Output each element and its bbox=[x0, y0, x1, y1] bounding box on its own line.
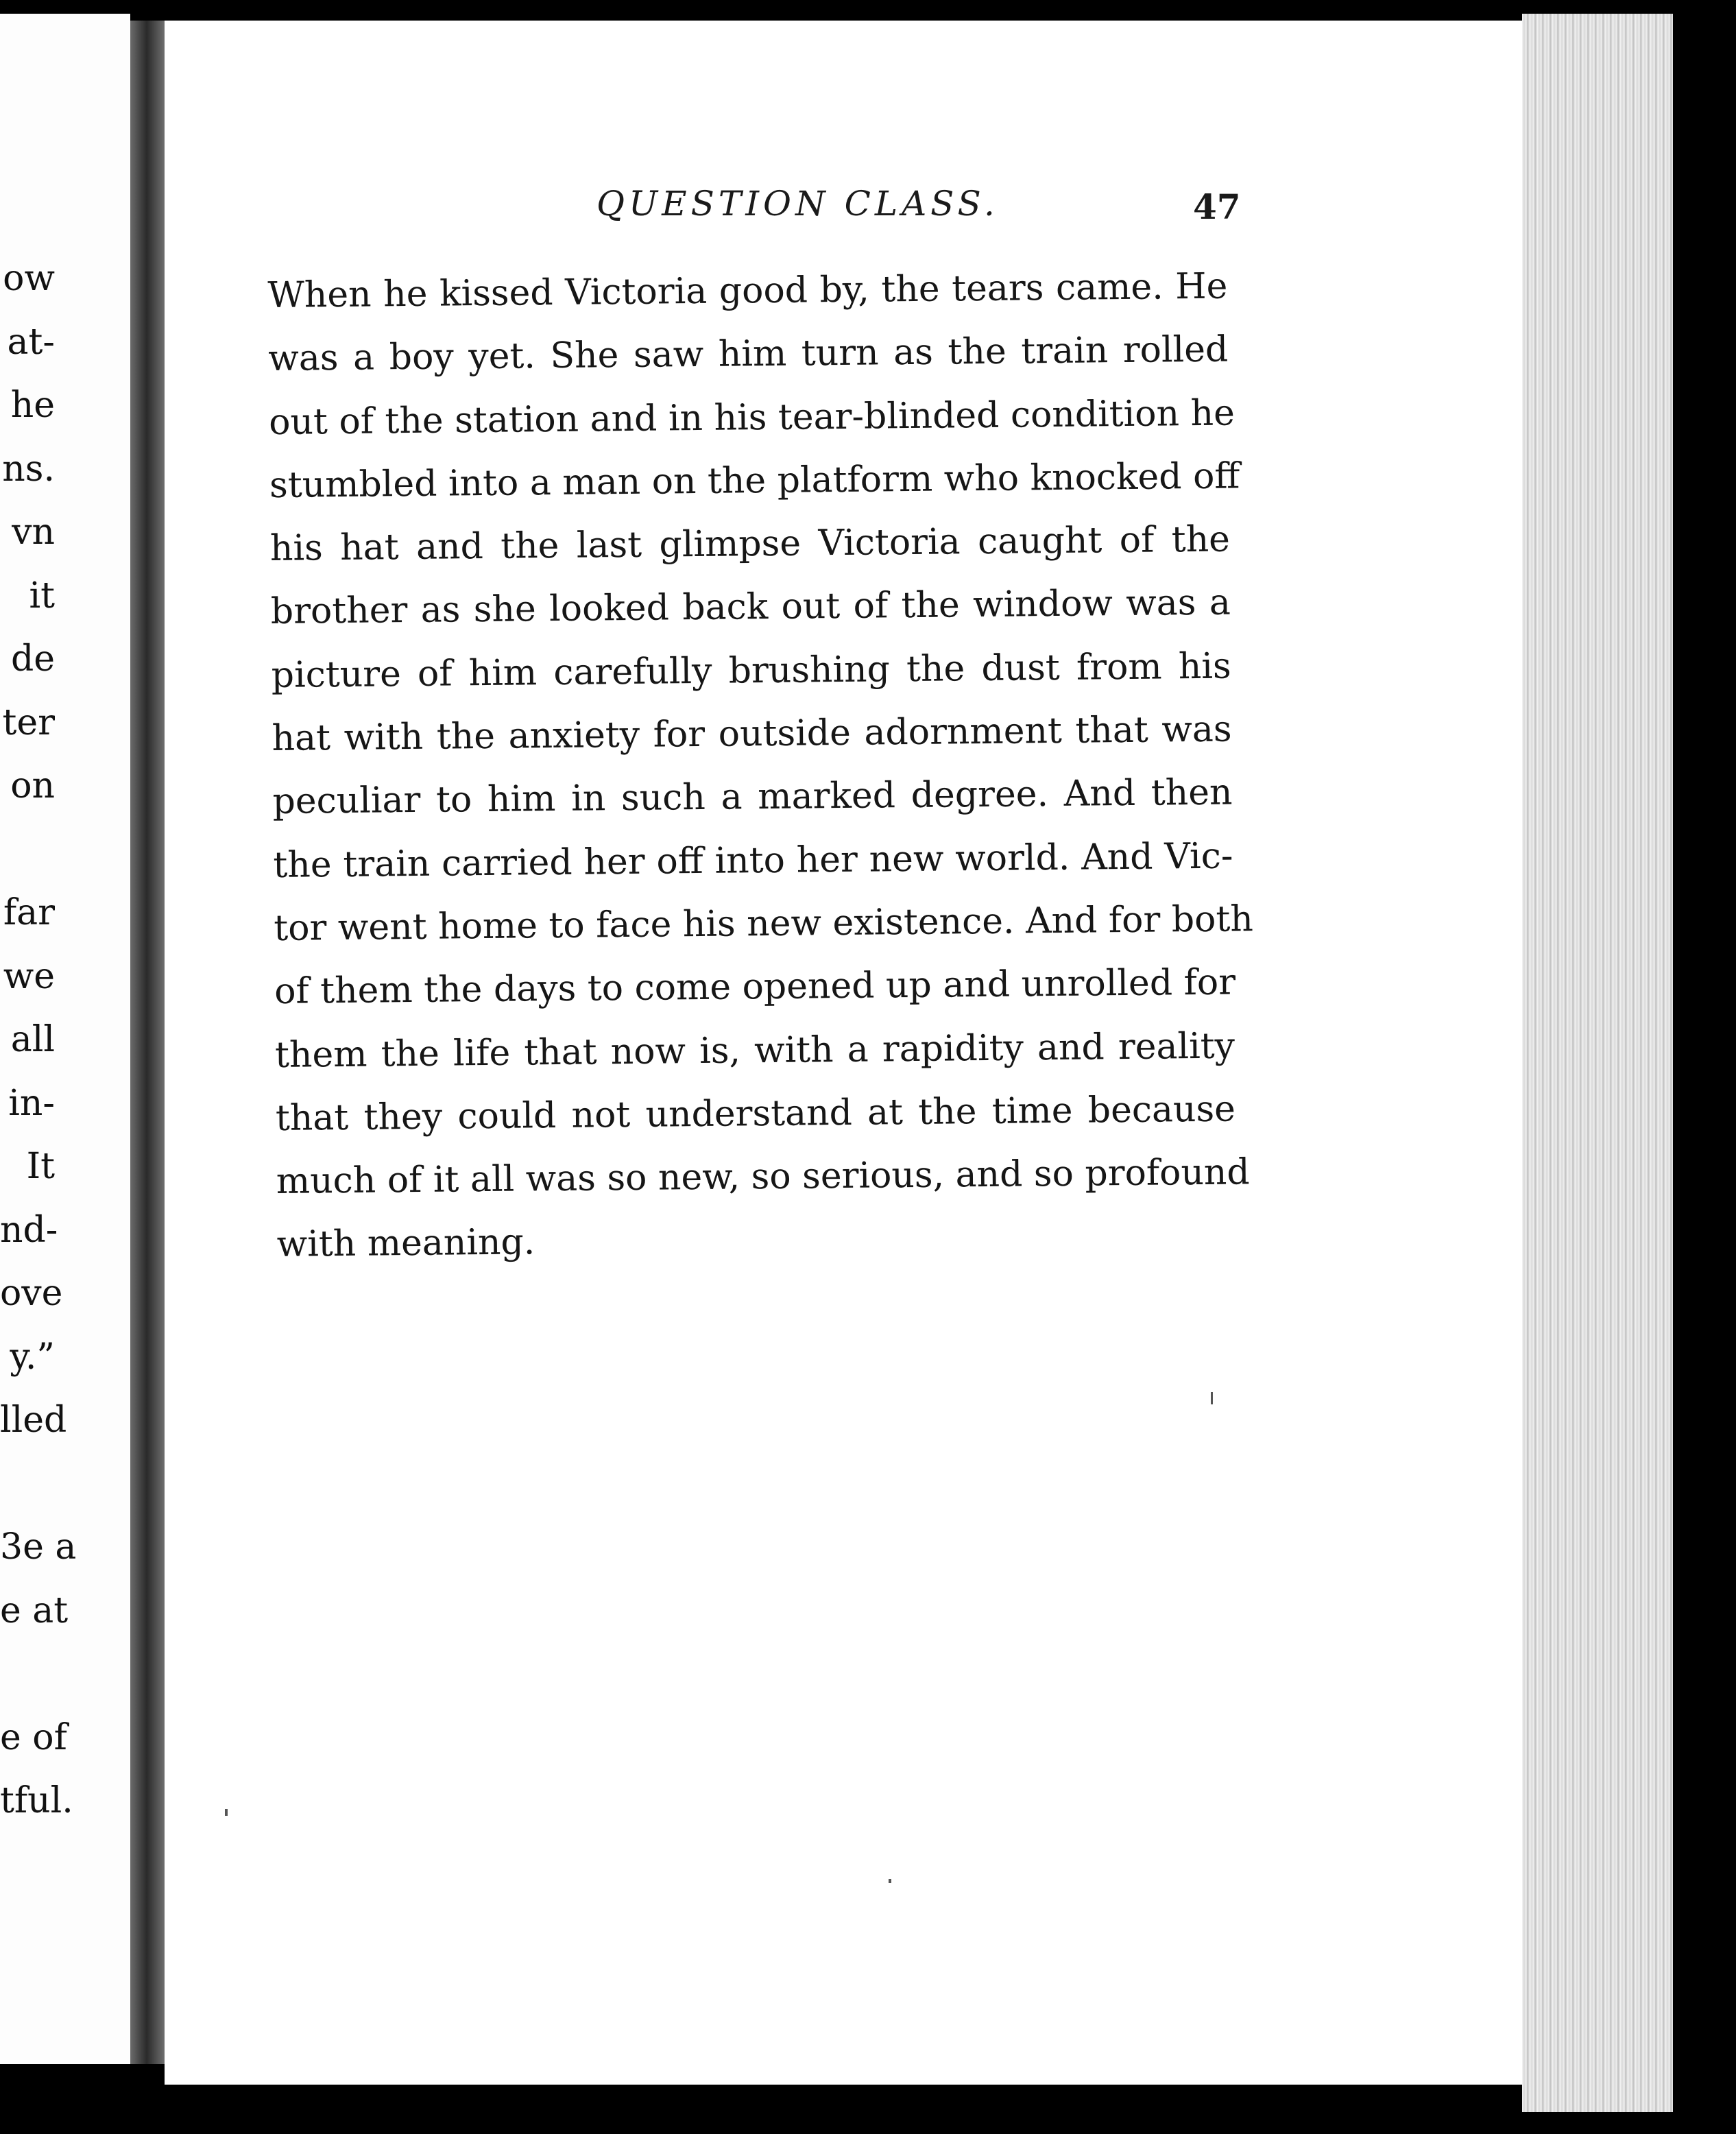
text-line: was a boy yet. She saw him turn as the train rolled bbox=[268, 328, 1229, 380]
running-head bbox=[165, 184, 1385, 232]
left-line: e of bbox=[0, 1716, 67, 1758]
left-line: on bbox=[10, 765, 55, 806]
text-line: the train carried her off into her new world. And Vic- bbox=[273, 835, 1233, 886]
left-line: vn bbox=[12, 512, 55, 553]
left-line-gap bbox=[0, 1452, 130, 1516]
text-line: stumbled into a man on the platform who knocked off bbox=[269, 455, 1240, 506]
scan-speck bbox=[225, 1809, 228, 1816]
text-line: tor went home to face his new existence. And for both bbox=[274, 898, 1254, 949]
left-line: It bbox=[26, 1146, 55, 1187]
page-number: 47 bbox=[1193, 187, 1241, 227]
text-line: peculiar to him in such a marked degree. And then bbox=[272, 771, 1233, 823]
left-line: far bbox=[3, 892, 55, 933]
page-edges bbox=[1522, 14, 1673, 2112]
left-line: ns. bbox=[2, 448, 55, 490]
running-title: QUESTION CLASS. bbox=[596, 184, 999, 224]
left-line: ow bbox=[3, 258, 55, 299]
left-page-text bbox=[0, 247, 130, 1833]
left-line: it bbox=[29, 575, 55, 616]
left-line-gap bbox=[0, 1642, 130, 1706]
text-line: out of the station and in his tear-blinded condition he bbox=[268, 392, 1235, 443]
left-line: in- bbox=[8, 1082, 55, 1124]
left-line: he bbox=[10, 385, 55, 426]
text-line: them the life that now is, with a rapidity and reality bbox=[274, 1025, 1235, 1076]
left-line: lled bbox=[0, 1400, 67, 1441]
left-line: at- bbox=[7, 321, 55, 363]
text-line: that they could not understand at the time because bbox=[275, 1088, 1236, 1139]
left-line: nd- bbox=[0, 1209, 58, 1251]
left-line: e at bbox=[0, 1590, 69, 1631]
text-line: picture of him carefully brushing the dust from his bbox=[271, 645, 1231, 696]
left-line: all bbox=[10, 1019, 55, 1060]
left-line: de bbox=[10, 638, 55, 680]
scan-speck bbox=[1211, 1392, 1213, 1404]
left-line: we bbox=[3, 955, 55, 997]
text-line: hat with the anxiety for outside adornment that was bbox=[272, 708, 1232, 760]
left-line: tful. bbox=[0, 1780, 73, 1821]
text-line: his hat and the last glimpse Victoria caught of the bbox=[269, 518, 1231, 570]
text-line: When he kissed Victoria good by, the tears came. He bbox=[267, 265, 1228, 316]
text-line: of them the days to come opened up and unrolled for bbox=[274, 961, 1236, 1013]
left-line: ter bbox=[2, 702, 55, 743]
text-line: brother as she looked back out of the window was a bbox=[270, 582, 1231, 633]
left-line-gap bbox=[0, 818, 130, 882]
text-line: with meaning. bbox=[276, 1221, 535, 1266]
left-facing-page bbox=[0, 14, 130, 2064]
body-text bbox=[267, 255, 1254, 1277]
left-line: ove bbox=[0, 1273, 63, 1314]
scan-speck bbox=[889, 1879, 891, 1883]
left-line: y.” bbox=[10, 1336, 55, 1378]
left-line: 3e a bbox=[0, 1526, 77, 1568]
text-line: much of it all was so new, so serious, and so profound bbox=[276, 1151, 1250, 1203]
